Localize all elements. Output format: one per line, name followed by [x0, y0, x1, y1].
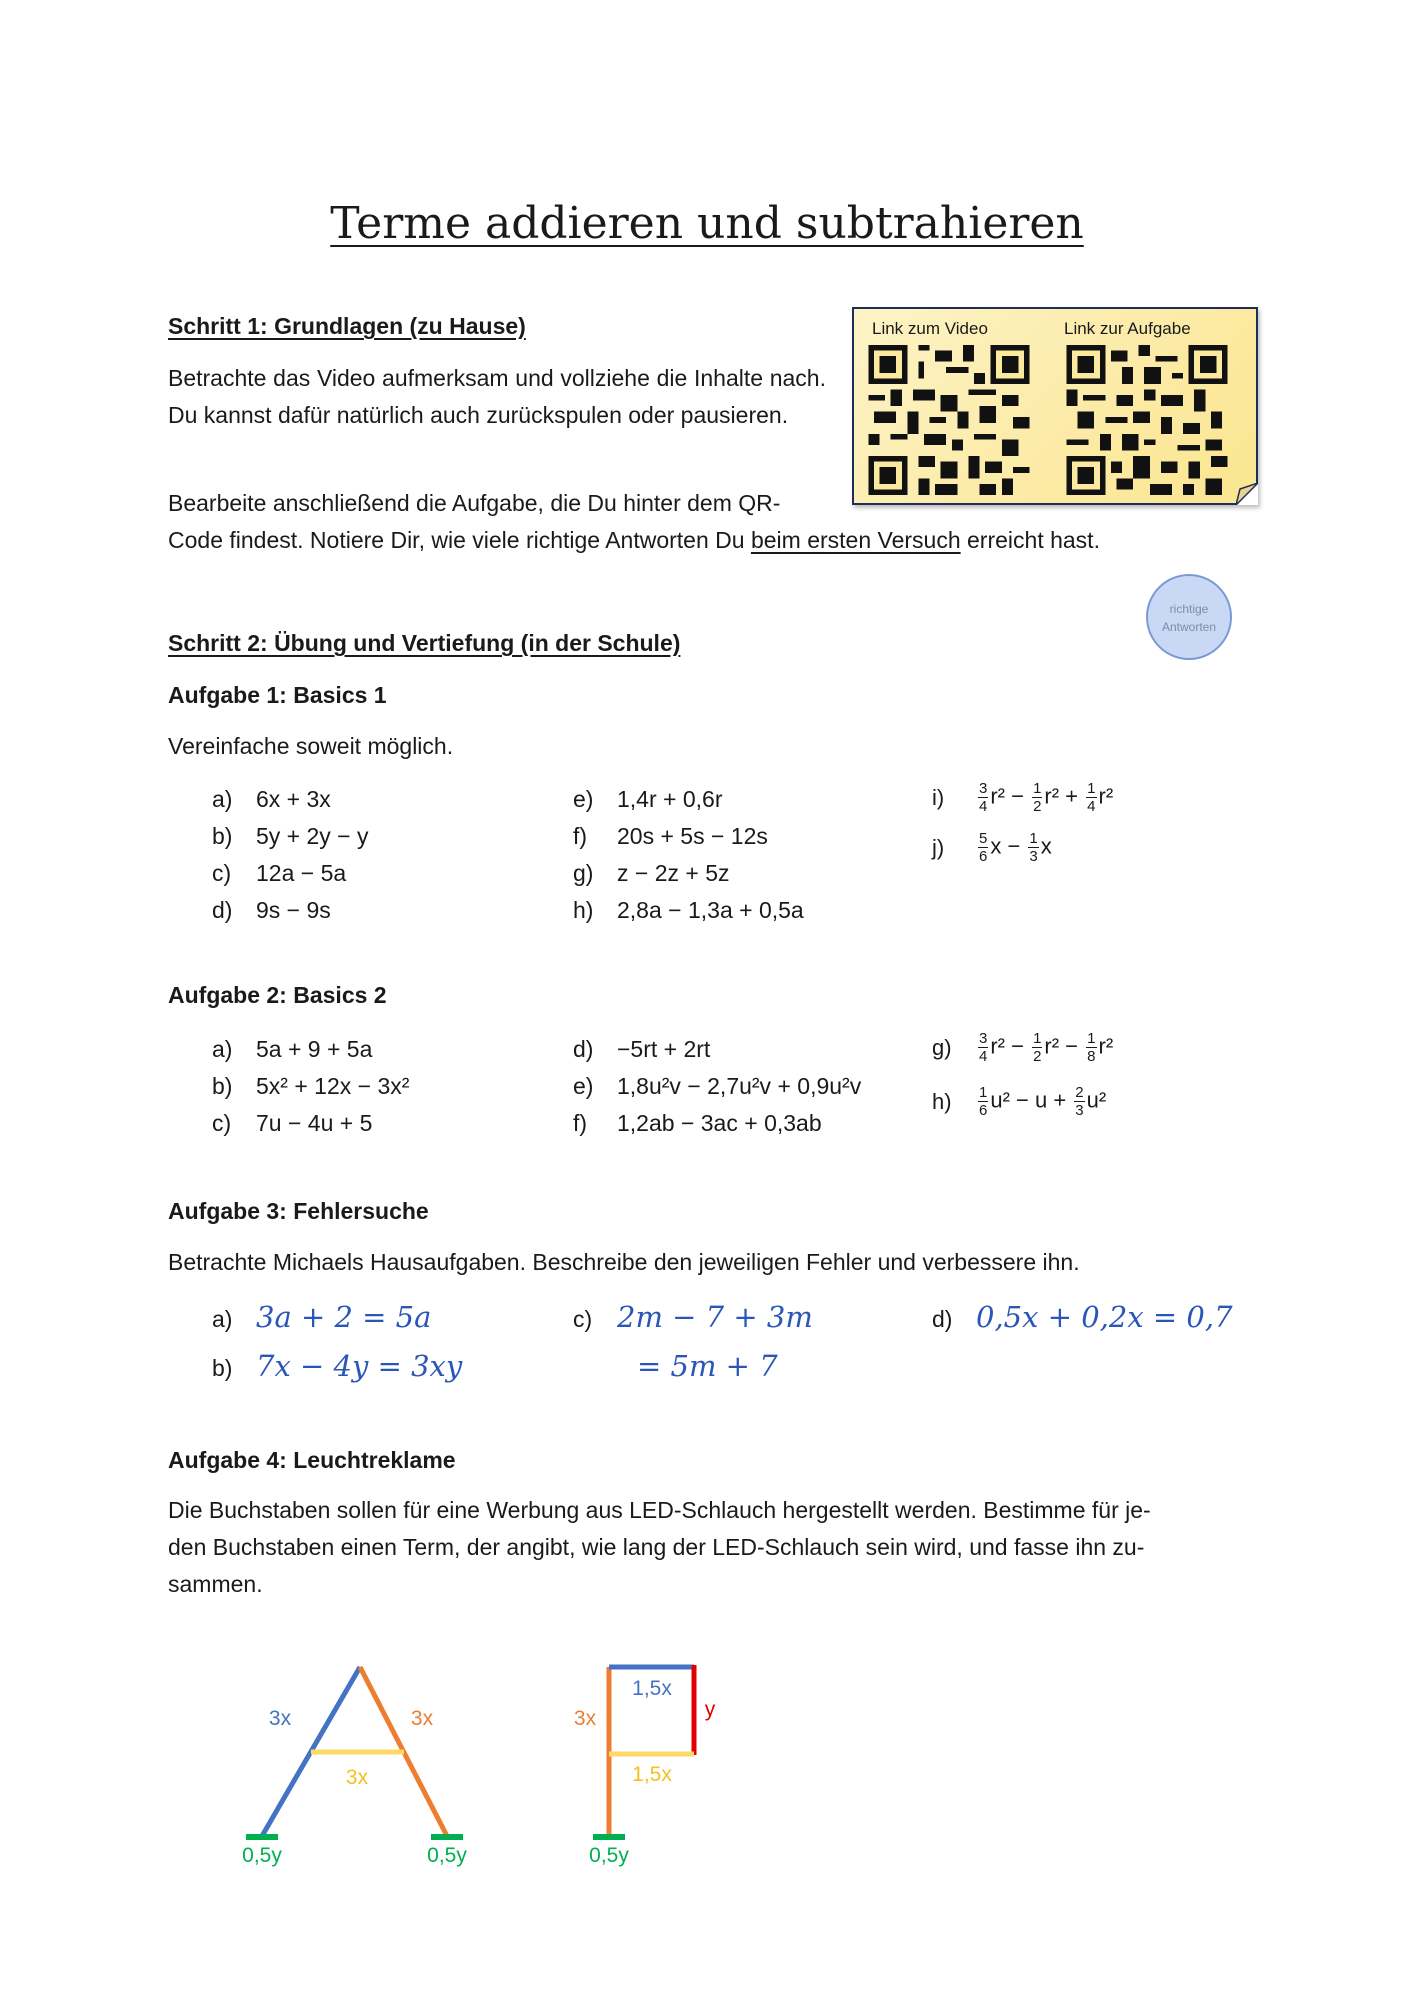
correct-answers-badge[interactable]	[1146, 574, 1232, 660]
task2-item-d	[573, 1036, 710, 1063]
qr-video-label: Link zum Video	[872, 319, 988, 338]
letter-a-left-label: 3x	[268, 1707, 292, 1730]
item-label: h)	[932, 1088, 952, 1114]
step1-paragraph-1: Betrachte das Video aufmerksam und vollziehe die Inhalte nach. Du kannst dafür natürlich auch zurückspulen oder pausieren.	[168, 365, 826, 428]
qr-code-video-icon[interactable]	[868, 345, 1030, 495]
task3-item-c	[573, 1300, 813, 1334]
letter-a-bar-label: 3x	[345, 1766, 369, 1789]
handwritten-expression: 7x − 4y = 3xy	[256, 1349, 463, 1383]
item-label: d)	[932, 1306, 953, 1332]
item-label: f)	[573, 1110, 588, 1136]
task4-text-2: den Buchstaben einen Term, der angibt, wie lang der LED-Schlauch sein wird, und fasse ihn zu-	[168, 1534, 1145, 1560]
item-label: e)	[573, 786, 594, 812]
item-expression: 1,2ab − 3ac + 0,3ab	[617, 1110, 822, 1136]
qr-code-card	[852, 307, 1258, 505]
task3-item-a	[212, 1300, 431, 1334]
letter-p-foot-label: 0,5y	[589, 1844, 629, 1867]
task1-item-c	[212, 860, 346, 887]
task2-heading: Aufgabe 2: Basics 2	[168, 982, 387, 1008]
item-label: d)	[573, 1036, 594, 1062]
qr-task-label: Link zur Aufgabe	[1064, 319, 1191, 338]
task1-item-j: j) $\frac{5}{6}$ x − $\frac{1}{3}$ x	[932, 830, 1052, 865]
item-label: d)	[212, 897, 233, 923]
letter-a-foot-right-label: 0,5y	[427, 1844, 467, 1867]
handwritten-expression: 0,5x + 0,2x = 0,7	[976, 1300, 1233, 1334]
task3-item-c-line2	[637, 1349, 778, 1383]
page-title: Terme addieren und subtrahieren	[330, 198, 1084, 249]
task2-item-g: g) $\frac{3}{4}$ r² − $\frac{1}{2}$ r² − $\frac{1}{8}$ r²	[932, 1030, 1114, 1065]
step1-text-underlined: beim ersten Versuch	[750, 527, 961, 553]
badge-line-2: Antworten	[1161, 620, 1217, 634]
task3-heading: Aufgabe 3: Fehlersuche	[168, 1198, 429, 1224]
task1-item-f	[573, 823, 768, 850]
task1-heading: Aufgabe 1: Basics 1	[168, 682, 387, 708]
item-expression: 5a + 9 + 5a	[256, 1036, 373, 1062]
task3-item-d	[932, 1300, 1233, 1334]
letter-p-figure	[560, 1650, 740, 1870]
step1-paragraph-2b	[168, 522, 1100, 559]
item-expression: 1,4r + 0,6r	[617, 786, 723, 812]
task4-text-1: Die Buchstaben sollen für eine Werbung aus LED-Schlauch hergestellt werden. Bestimme für je-	[168, 1497, 1151, 1523]
letter-a-right-label: 3x	[410, 1707, 434, 1730]
task2-item-e	[573, 1073, 861, 1100]
task2-item-f	[573, 1110, 822, 1137]
task3-instruction: Betrachte Michaels Hausaufgaben. Beschreibe den jeweiligen Fehler und verbessere ihn.	[168, 1249, 1080, 1275]
item-label: c)	[212, 860, 232, 886]
item-label: f)	[573, 823, 588, 849]
letter-p-middle-label: 1,5x	[632, 1763, 672, 1786]
step1-paragraph-2: Bearbeite anschließend die Aufgabe, die Du hinter dem QR-	[168, 490, 781, 516]
letter-p-stem-label: 3x	[573, 1707, 597, 1730]
item-label: a)	[212, 1036, 233, 1062]
item-expression: 1,8u²v − 2,7u²v + 0,9u²v	[617, 1073, 862, 1099]
item-expression: −5rt + 2rt	[617, 1036, 711, 1062]
item-label: c)	[573, 1306, 593, 1332]
task2-item-a	[212, 1036, 372, 1063]
badge-line-1: richtige	[1169, 602, 1209, 616]
letter-p-side-label: y	[704, 1698, 716, 1721]
item-expression: 12a − 5a	[256, 860, 347, 886]
step1-text-c: erreicht hast.	[960, 527, 1100, 553]
item-expression: 5y + 2y − y	[256, 823, 369, 849]
step1-heading: Schritt 1: Grundlagen (zu Hause)	[168, 313, 526, 339]
item-expression: 2,8a − 1,3a + 0,5a	[617, 897, 804, 923]
item-label: j)	[932, 834, 945, 860]
task1-item-i: i) $\frac{3}{4}$ r² − $\frac{1}{2}$ r² + $\frac{1}{4}$ r²	[932, 780, 1114, 815]
item-expression: 6x + 3x	[256, 786, 331, 812]
letter-a-figure	[220, 1650, 480, 1870]
item-label: h)	[573, 897, 594, 923]
item-label: e)	[573, 1073, 594, 1099]
item-expression: 9s − 9s	[256, 897, 331, 923]
item-expression: z − 2z + 5z	[617, 860, 730, 886]
handwritten-expression: = 5m + 7	[637, 1349, 778, 1383]
letter-a-foot-left-label: 0,5y	[242, 1844, 282, 1867]
task2-item-c	[212, 1110, 372, 1137]
task1-instruction: Vereinfache soweit möglich.	[168, 733, 454, 759]
item-label: a)	[212, 1306, 233, 1332]
task3-item-b	[212, 1349, 462, 1383]
item-expression: 5x² + 12x − 3x²	[256, 1073, 410, 1099]
letter-p-top-label: 1,5x	[632, 1677, 672, 1700]
task1-item-b	[212, 823, 369, 850]
item-expression: 7u − 4u + 5	[256, 1110, 373, 1136]
item-label: b)	[212, 823, 233, 849]
task2-item-h: h) $\frac{1}{6}$ u² − u + $\frac{2}{3}$ u²	[932, 1084, 1107, 1119]
handwritten-expression: 2m − 7 + 3m	[617, 1300, 813, 1334]
item-label: i)	[932, 784, 945, 810]
handwritten-expression: 3a + 2 = 5a	[256, 1300, 432, 1334]
task4-text-3: sammen.	[168, 1571, 263, 1597]
task2-item-b	[212, 1073, 409, 1100]
task1-item-g	[573, 860, 730, 887]
step2-heading: Schritt 2: Übung und Vertiefung (in der Schule)	[168, 630, 681, 656]
item-expression: 20s + 5s − 12s	[617, 823, 768, 849]
step1-text-a: Code findest. Notiere Dir, wie viele richtige Antworten Du	[168, 527, 751, 553]
item-label: g)	[573, 860, 594, 886]
item-label: b)	[212, 1073, 233, 1099]
item-label: g)	[932, 1034, 952, 1060]
page-curl-icon	[1236, 483, 1258, 505]
task1-item-e	[573, 786, 722, 813]
task1-item-d	[212, 897, 331, 924]
task1-item-h	[573, 897, 804, 924]
task4-heading: Aufgabe 4: Leuchtreklame	[168, 1447, 456, 1473]
qr-code-task-icon[interactable]	[1066, 345, 1228, 495]
item-label: b)	[212, 1355, 233, 1381]
item-label: a)	[212, 786, 233, 812]
task1-item-a	[212, 786, 331, 813]
item-label: c)	[212, 1110, 232, 1136]
